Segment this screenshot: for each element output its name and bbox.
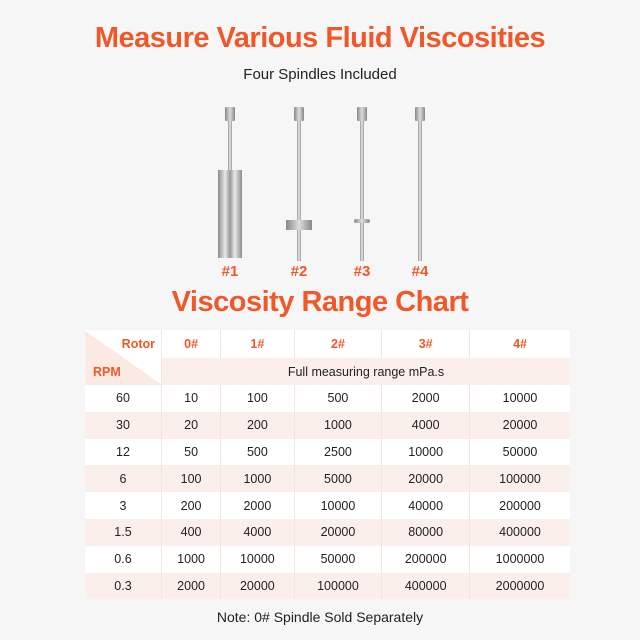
spindle-3 — [342, 105, 382, 290]
range-cell: 200 — [162, 492, 221, 519]
rpm-cell: 60 — [85, 385, 162, 412]
column-header: 0# — [162, 330, 221, 358]
range-cell: 2000 — [382, 385, 470, 412]
note: Note: 0# Spindle Sold Separately — [216, 609, 424, 625]
table-row — [85, 573, 570, 600]
range-cell: 400 — [162, 519, 221, 546]
table-row — [85, 465, 570, 492]
range-cell: 500 — [221, 439, 294, 466]
spindle-4 — [400, 105, 440, 290]
table-row — [85, 385, 570, 412]
viscosity-table — [85, 330, 570, 599]
range-cell: 10000 — [470, 385, 570, 412]
column-header: 4# — [470, 330, 570, 358]
range-cell: 200 — [221, 412, 294, 439]
range-cell: 4000 — [221, 519, 294, 546]
rpm-cell: 6 — [85, 465, 162, 492]
range-cell: 400000 — [382, 573, 470, 600]
column-header: 2# — [295, 330, 383, 358]
range-cell: 2000000 — [470, 573, 570, 600]
spindle-label: #4 — [411, 263, 429, 280]
rpm-cell: 12 — [85, 439, 162, 466]
range-cell: 100000 — [470, 465, 570, 492]
table-row — [85, 519, 570, 546]
range-cell: 200000 — [470, 492, 570, 519]
spindle-1 — [210, 105, 250, 290]
header-row — [85, 330, 570, 358]
spindle-label: #2 — [290, 263, 308, 280]
range-cell: 20000 — [382, 465, 470, 492]
range-cell: 20000 — [470, 412, 570, 439]
range-cell: 50000 — [470, 439, 570, 466]
range-cell: 20 — [162, 412, 221, 439]
rpm-cell: 3 — [85, 492, 162, 519]
subtitle: Four Spindles Included — [243, 66, 397, 83]
column-header: 3# — [382, 330, 470, 358]
range-cell: 2000 — [162, 573, 221, 600]
range-cell: 10 — [162, 385, 221, 412]
rpm-cell: 0.3 — [85, 573, 162, 600]
range-label: Full measuring range mPa.s — [162, 358, 570, 385]
spindle-images — [0, 105, 640, 290]
table-row — [85, 412, 570, 439]
column-header: 1# — [221, 330, 294, 358]
rpm-label: RPM — [93, 364, 121, 379]
range-cell: 10000 — [382, 439, 470, 466]
range-cell: 100 — [162, 465, 221, 492]
range-cell: 20000 — [295, 519, 383, 546]
spindle-label: #3 — [353, 263, 371, 280]
range-cell: 20000 — [221, 573, 294, 600]
table-row — [85, 439, 570, 466]
rpm-cell: 0.6 — [85, 546, 162, 573]
range-cell: 100 — [221, 385, 294, 412]
range-cell: 4000 — [382, 412, 470, 439]
range-cell: 40000 — [382, 492, 470, 519]
range-cell: 500 — [295, 385, 383, 412]
range-cell: 1000000 — [470, 546, 570, 573]
range-cell: 50 — [162, 439, 221, 466]
page-title: Measure Various Fluid Viscosities — [94, 22, 546, 54]
table-row — [85, 546, 570, 573]
range-cell: 2000 — [221, 492, 294, 519]
chart-title: Viscosity Range Chart — [171, 286, 469, 318]
range-cell: 80000 — [382, 519, 470, 546]
range-cell: 200000 — [382, 546, 470, 573]
range-cell: 100000 — [295, 573, 383, 600]
range-cell: 1000 — [221, 465, 294, 492]
spindle-2 — [279, 105, 319, 290]
range-cell: 50000 — [295, 546, 383, 573]
table-row — [85, 492, 570, 519]
range-cell: 10000 — [221, 546, 294, 573]
rotor-label: Rotor — [121, 336, 155, 351]
range-cell: 1000 — [162, 546, 221, 573]
range-cell: 400000 — [470, 519, 570, 546]
range-cell: 10000 — [295, 492, 383, 519]
rpm-cell: 1.5 — [85, 519, 162, 546]
spindle-label: #1 — [221, 263, 239, 280]
range-cell: 1000 — [295, 412, 383, 439]
rpm-cell: 30 — [85, 412, 162, 439]
range-cell: 5000 — [295, 465, 383, 492]
range-cell: 2500 — [295, 439, 383, 466]
